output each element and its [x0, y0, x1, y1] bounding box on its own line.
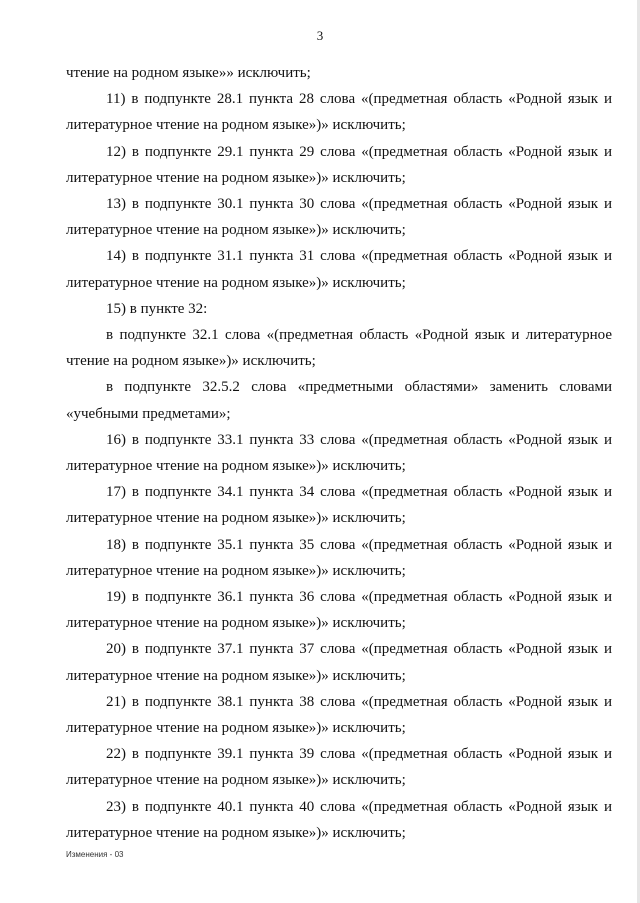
paragraph: 21) в подпункте 38.1 пункта 38 слова «(предметная область «Родной язык и литературное чтение на родном языке»)» исключить;	[66, 693, 612, 737]
paragraph: 18) в подпункте 35.1 пункта 35 слова «(предметная область «Родной язык и литературное чтение на родном языке»)» исключить;	[66, 536, 612, 579]
paragraph: 23) в подпункте 40.1 пункта 40 слова «(предметная область «Родной язык и литературное чтение на родном языке»)» исключить;	[66, 798, 612, 841]
paragraph: 14) в подпункте 31.1 пункта 31 слова «(предметная область «Родной язык и литературное чтение на родном языке»)» исключить;	[66, 248, 612, 291]
paragraph: в подпункте 32.1 слова «(предметная область «Родной язык и литературное чтение на родном языке»)» исключить;	[66, 327, 612, 370]
paragraph: 15) в пункте 32:	[106, 300, 208, 317]
paragraph: 19) в подпункте 36.1 пункта 36 слова «(предметная область «Родной язык и литературное чтение на родном языке»)» исключить;	[66, 589, 612, 632]
paragraph: 12) в подпункте 29.1 пункта 29 слова «(предметная область «Родной язык и литературное чтение на родном языке»)» исключить;	[66, 143, 612, 186]
paragraph: 17) в подпункте 34.1 пункта 34 слова «(предметная область «Родной язык и литературное чтение на родном языке»)» исключить;	[66, 484, 612, 527]
paragraph: 20) в подпункте 37.1 пункта 37 слова «(предметная область «Родной язык и литературное чтение на родном языке»)» исключить;	[66, 641, 612, 684]
paragraph: 16) в подпункте 33.1 пункта 33 слова «(предметная область «Родной язык и литературное чтение на родном языке»)» исключить;	[66, 431, 612, 475]
paragraph: 22) в подпункте 39.1 пункта 39 слова «(предметная область «Родной язык и литературное чтение на родном языке»)» исключить;	[66, 746, 612, 789]
page-number: 3	[316, 28, 324, 43]
paragraph: 13) в подпункте 30.1 пункта 30 слова «(предметная область «Родной язык и литературное чтение на родном языке»)» исключить;	[66, 196, 612, 239]
paragraph: чтение на родном языке»» исключить;	[66, 65, 311, 81]
paragraph: 11) в подпункте 28.1 пункта 28 слова «(предметная область «Родной язык и литературное чтение на родном языке»)» исключить;	[66, 91, 612, 134]
footer-note: Изменения - 03	[66, 850, 124, 859]
document-body	[66, 60, 612, 846]
paragraph: в подпункте 32.5.2 слова «предметными областями» заменить словами «учебными предметами»;	[66, 379, 612, 422]
